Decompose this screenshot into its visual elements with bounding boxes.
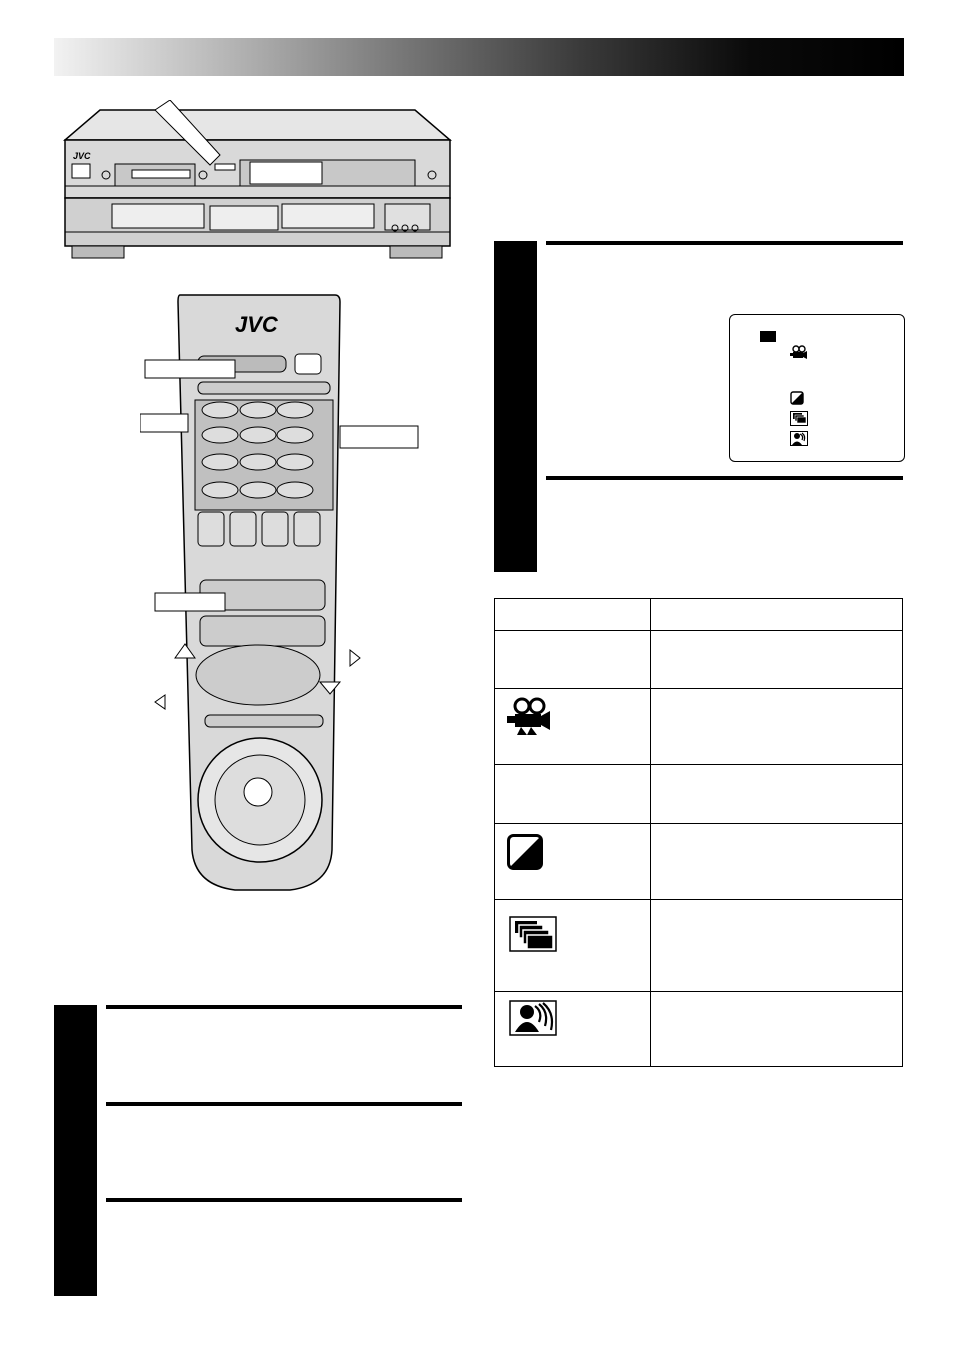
movie-camera-icon [790,345,808,361]
table-row [495,689,903,765]
table-cell-icon [495,824,651,900]
remote-control-illustration [140,290,420,895]
step-rule-2 [106,1102,462,1106]
remote-brand-label: JVC [235,312,278,337]
osd-menu-screen [729,314,905,462]
black-rect-icon [760,331,776,342]
table-cell-text [651,992,903,1067]
table-cell-icon [495,765,651,824]
table-cell-text [651,631,903,689]
vcr-brand-label: JVC [73,151,91,161]
contrast-icon [507,834,543,870]
table-cell-text [651,689,903,765]
table-row [495,765,903,824]
table-cell-icon [495,689,651,765]
table-cell-text [651,824,903,900]
step-rule-1 [106,1005,462,1009]
table-cell-icon [495,631,651,689]
step-rule-right-1 [546,241,903,245]
step-tab-right [494,241,537,572]
table-row [495,992,903,1067]
mode-table [494,598,903,1067]
table-row [495,900,903,992]
stacked-frames-icon [509,916,557,952]
people-icon [790,431,808,446]
step-rule-3 [106,1198,462,1202]
header-gradient-bar [54,38,904,76]
table-header-row [495,599,903,631]
table-cell-icon [495,992,651,1067]
table-row [495,824,903,900]
step-rule-right-2 [546,476,903,480]
movie-camera-icon [507,697,551,735]
contrast-icon [790,391,804,405]
table-header-cell [495,599,651,631]
stacked-frames-icon [790,411,808,426]
table-cell-text [651,900,903,992]
table-row [495,631,903,689]
table-cell-text [651,765,903,824]
step-tab-left [54,1005,97,1296]
people-icon [509,1000,557,1036]
vcr-front-panel-illustration [60,100,455,265]
table-cell-icon [495,900,651,992]
table-header-cell [651,599,903,631]
